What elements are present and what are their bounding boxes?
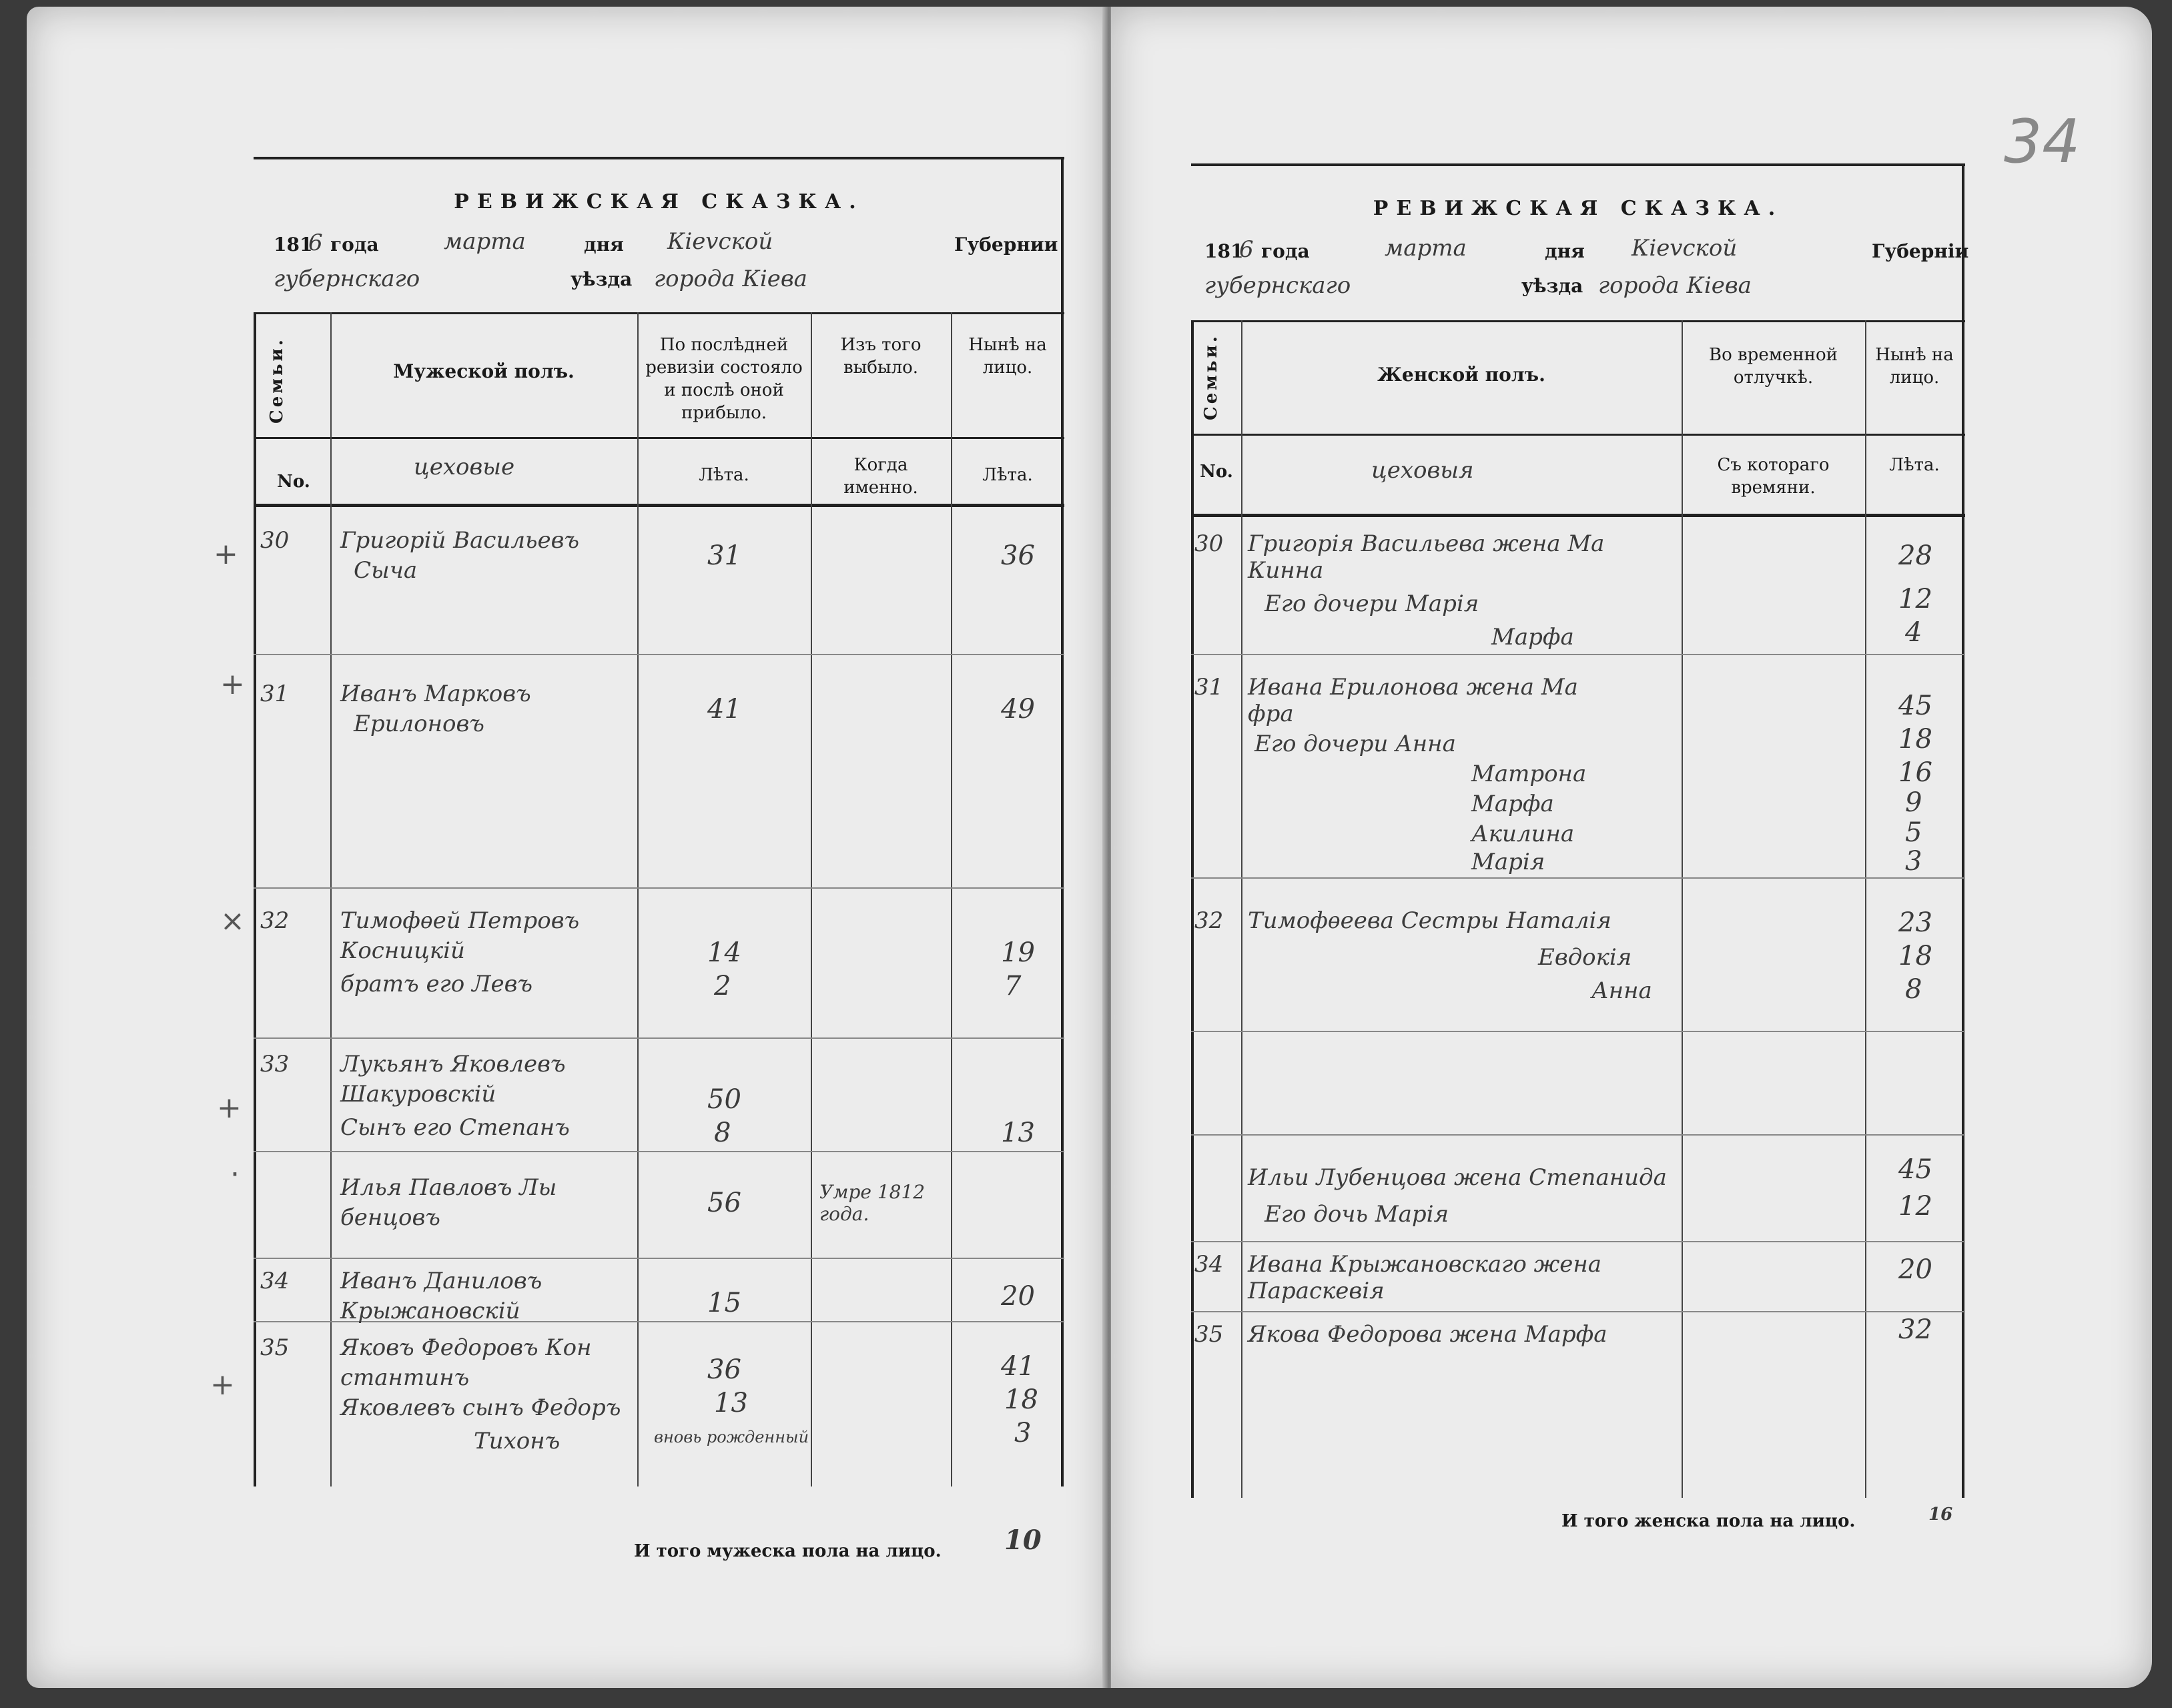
uezd-label: уѣзда xyxy=(571,268,633,290)
name-line: фра xyxy=(1248,701,1294,727)
male-total-label: И того мужеска пола на лицо. xyxy=(634,1541,942,1561)
now-age: 36 xyxy=(1001,540,1035,571)
name-line: Марфа xyxy=(1471,791,1554,817)
name-line: Тихонъ xyxy=(474,1428,561,1454)
family-no: 30 xyxy=(1194,530,1224,557)
name-line: Иванъ Марковъ xyxy=(340,681,531,707)
name-line: Параскевiя xyxy=(1248,1278,1385,1304)
name-line: Его дочери Анна xyxy=(1254,731,1456,757)
female-total-label: И того женска пола на лицо. xyxy=(1561,1511,1856,1531)
now-age: 19 xyxy=(1001,937,1035,968)
family-no: 31 xyxy=(1194,674,1224,701)
prev-age: 41 xyxy=(707,694,741,725)
town-hand: города Кiева xyxy=(1598,272,1752,299)
table-rule xyxy=(254,312,256,1486)
name-line: Ерилоновъ xyxy=(354,711,484,737)
name-line: Илья Павловъ Лы xyxy=(340,1174,557,1201)
now-age: 7 xyxy=(1004,971,1022,1001)
name-line: Ильи Лубенцова жена Степанида xyxy=(1248,1164,1667,1191)
name-line: Сынъ его Степанъ xyxy=(340,1114,570,1141)
margin-mark: + xyxy=(217,1091,242,1125)
name-line: Иванъ Даниловъ xyxy=(340,1268,542,1294)
name-line: Его дочь Марiя xyxy=(1264,1201,1449,1228)
sub-since: Съ котораго времяни. xyxy=(1717,455,1830,498)
family-no: 31 xyxy=(260,681,290,707)
age: 5 xyxy=(1905,817,1922,848)
table-rule xyxy=(254,1037,1064,1039)
prev-age: 50 xyxy=(707,1084,741,1115)
age: 18 xyxy=(1898,724,1932,755)
col-semi: Семьи. xyxy=(267,337,287,424)
name-line: Анна xyxy=(1591,977,1652,1004)
header-rule xyxy=(254,312,1064,314)
name-line: Акилина xyxy=(1471,821,1575,847)
col-nyne: Нынѣ на лицо. xyxy=(968,335,1047,378)
age: 8 xyxy=(1905,974,1922,1005)
family-no: 33 xyxy=(260,1051,290,1078)
margin-mark: + xyxy=(210,1368,235,1402)
guberniya-label: Губернiи xyxy=(1872,240,1969,262)
age: 3 xyxy=(1905,846,1922,877)
margin-mark: + xyxy=(220,667,245,701)
table-rule xyxy=(637,312,639,1486)
age: 16 xyxy=(1898,757,1932,788)
departure-note: Умре 1812 года. xyxy=(819,1181,926,1225)
form-title: РЕВИЖСКАЯ СКАЗКА. xyxy=(454,190,864,214)
age: 12 xyxy=(1898,584,1932,614)
age: 45 xyxy=(1898,1154,1932,1185)
uezd-hand: губернскаго xyxy=(1204,272,1351,299)
sub-leta-1: Лѣта. xyxy=(699,465,749,485)
name-line: Яковлевъ сынъ Федоръ xyxy=(340,1394,621,1421)
age: 45 xyxy=(1898,691,1932,721)
now-age: 49 xyxy=(1001,694,1035,725)
table-rule xyxy=(1241,320,1242,1498)
name-line: стантинъ xyxy=(340,1364,470,1391)
prev-age: 13 xyxy=(714,1388,748,1418)
table-rule xyxy=(254,1258,1064,1259)
prev-note: вновь рожденный xyxy=(654,1428,809,1446)
age: 12 xyxy=(1898,1191,1932,1222)
name-line: Кинна xyxy=(1248,557,1324,584)
table-rule xyxy=(951,312,952,1486)
name-line: Григорiй Васильевъ xyxy=(340,527,580,554)
guberniya-hand: Кievской xyxy=(667,228,773,255)
goda-label: года xyxy=(1261,240,1310,262)
name-line: бенцовъ xyxy=(340,1204,440,1231)
year-prefix: 181 xyxy=(1204,240,1244,262)
age: 32 xyxy=(1898,1314,1932,1345)
name-line: Якова Федорова жена Марфа xyxy=(1248,1321,1607,1348)
name-line: Шакуровскiй xyxy=(340,1081,496,1108)
name-line: Ивана Ерилонова жена Ма xyxy=(1248,674,1578,701)
margin-mark: · xyxy=(230,1158,240,1192)
date-line xyxy=(267,228,1058,307)
name-line: Яковъ Федоровъ Кон xyxy=(340,1334,592,1361)
col-male: Мужеской полъ. xyxy=(393,360,575,382)
sub-leta-2: Лѣта. xyxy=(982,465,1033,485)
age: 20 xyxy=(1898,1254,1932,1285)
table-rule xyxy=(1962,163,1964,1498)
table-rule xyxy=(1191,1241,1965,1242)
name-line: Тимофѳей Петровъ xyxy=(340,907,580,934)
month-hand: марта xyxy=(1385,235,1467,262)
left-page xyxy=(27,7,1108,1688)
name-line: Лукьянъ Яковлевъ xyxy=(340,1051,566,1078)
now-age: 41 xyxy=(1001,1351,1035,1382)
table-rule xyxy=(1682,320,1683,1498)
uezd-label: уѣзда xyxy=(1521,275,1583,297)
now-age: 3 xyxy=(1014,1418,1032,1448)
form-title: РЕВИЖСКАЯ СКАЗКА. xyxy=(1373,197,1784,220)
age: 28 xyxy=(1898,540,1932,571)
left-form xyxy=(254,157,1064,1561)
name-line: Косницкiй xyxy=(340,937,465,964)
subheader-rule xyxy=(1191,434,1965,436)
guberniya-hand: Кievской xyxy=(1632,235,1738,262)
table-rule xyxy=(811,312,812,1486)
top-rule xyxy=(254,157,1064,159)
col-female: Женской полъ. xyxy=(1377,364,1545,386)
uezd-hand: губернскаго xyxy=(274,266,420,292)
female-total-value: 16 xyxy=(1928,1505,1953,1525)
subheader-rule xyxy=(254,437,1064,439)
dnya-label: дня xyxy=(584,234,624,256)
name-line: Марiя xyxy=(1471,849,1545,875)
right-form xyxy=(1191,163,1969,1531)
male-total-value: 10 xyxy=(1004,1525,1042,1556)
prev-age: 15 xyxy=(707,1288,741,1318)
page-number: 34 xyxy=(2004,107,2081,177)
table-rule xyxy=(1191,1311,1965,1312)
name-line: Тимофѳеева Сестры Наталiя xyxy=(1248,907,1611,934)
year-suffix: 6 xyxy=(1239,236,1254,263)
month-hand: марта xyxy=(444,228,526,255)
now-age: 13 xyxy=(1001,1118,1035,1148)
table-rule xyxy=(254,654,1064,655)
estate-hand: цеховые xyxy=(414,454,515,480)
table-rule xyxy=(254,1151,1064,1152)
age: 18 xyxy=(1898,941,1932,971)
year-prefix: 181 xyxy=(274,234,313,256)
guberniya-label: Губернии xyxy=(954,234,1058,256)
name-line: Ивана Крыжановскаго жена xyxy=(1248,1251,1602,1278)
sub-leta: Лѣта. xyxy=(1889,455,1940,475)
name-line: Сыча xyxy=(354,557,418,584)
age: 9 xyxy=(1905,787,1922,818)
table-rule xyxy=(1191,1031,1965,1032)
name-line: Григорiя Васильева жена Ма xyxy=(1248,530,1605,557)
family-no: 32 xyxy=(260,907,290,934)
col-no: No. xyxy=(1200,462,1233,482)
prev-age: 2 xyxy=(714,971,731,1001)
prev-age: 31 xyxy=(707,540,741,571)
age: 4 xyxy=(1905,617,1922,648)
goda-label: года xyxy=(330,234,379,256)
name-line: Матрона xyxy=(1471,761,1587,787)
sub-kogda: Когда именно. xyxy=(843,455,918,498)
table-rule xyxy=(1191,654,1965,655)
table-rule xyxy=(330,312,332,1486)
town-hand: города Кiева xyxy=(654,266,807,292)
margin-mark: + xyxy=(214,537,238,571)
table-rule xyxy=(1191,1134,1965,1136)
family-no: 32 xyxy=(1194,907,1224,934)
name-line: Крыжановскiй xyxy=(340,1298,520,1324)
col-no: No. xyxy=(277,472,310,492)
now-age: 20 xyxy=(1001,1281,1035,1312)
right-page xyxy=(1111,7,2152,1688)
body-rule xyxy=(254,504,1064,507)
col-nyne: Нынѣ на лицо. xyxy=(1875,345,1954,388)
family-no: 34 xyxy=(1194,1251,1224,1278)
col-away: Во временной отлучкѣ. xyxy=(1709,345,1838,388)
year-suffix: 6 xyxy=(308,230,323,256)
body-rule xyxy=(1191,514,1965,517)
family-no: 30 xyxy=(260,527,290,554)
dnya-label: дня xyxy=(1545,240,1585,262)
margin-mark: × xyxy=(220,904,245,938)
estate-hand: цеховыя xyxy=(1371,457,1474,484)
prev-age: 56 xyxy=(707,1188,741,1218)
now-age: 18 xyxy=(1004,1384,1038,1415)
name-line: братъ его Левъ xyxy=(340,971,533,997)
prev-age: 36 xyxy=(707,1354,741,1385)
age: 23 xyxy=(1898,907,1932,938)
prev-age: 14 xyxy=(707,937,741,968)
header-rule xyxy=(1191,320,1965,322)
name-line: Евдокiя xyxy=(1538,944,1632,971)
table-rule xyxy=(254,887,1064,889)
date-line xyxy=(1204,235,1969,314)
col-semi: Семьи. xyxy=(1201,334,1221,420)
table-rule xyxy=(1865,320,1866,1498)
top-rule xyxy=(1191,163,1965,166)
table-rule xyxy=(1061,157,1064,1486)
prev-age: 8 xyxy=(714,1118,731,1148)
name-line: Марфа xyxy=(1491,624,1574,651)
table-rule xyxy=(1191,320,1194,1498)
family-no: 35 xyxy=(1194,1321,1224,1348)
family-no: 35 xyxy=(260,1334,290,1361)
col-last-rev: По послѣдней ревизiи состояло и послѣ оной прибыло. xyxy=(645,335,803,423)
family-no: 34 xyxy=(260,1268,290,1294)
col-vybylo: Изъ того выбыло. xyxy=(840,335,922,378)
table-rule xyxy=(1191,877,1965,879)
name-line: Его дочери Марiя xyxy=(1264,590,1479,617)
